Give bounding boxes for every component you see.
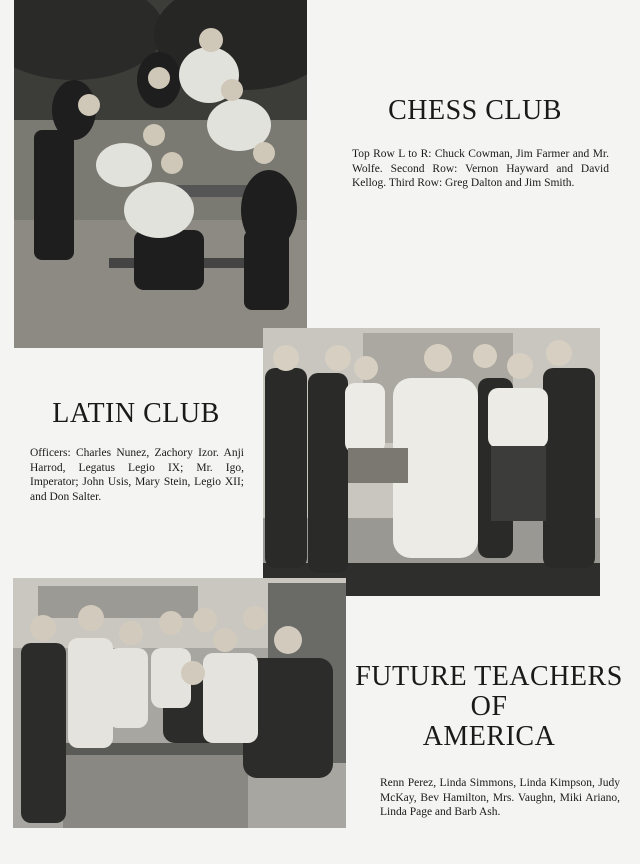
future-teachers-caption: Renn Perez, Linda Simmons, Linda Kimpson, Judy McKay, Bev Hamilton, Mrs. Vaughn, Miki Ariano, Linda Page and Barb Ash. (380, 777, 620, 818)
future-teachers-title-line3: AMERICA (422, 721, 556, 752)
future-teachers-title-line1: FUTURE TEACHERS (355, 661, 623, 692)
future-teachers-title-line2: OF (470, 691, 508, 722)
latin-club-caption: Officers: Charles Nunez, Zachory Izor. Anji Harrod, Legatus Legio IX; Mr. Igo, Imperator; John Usis, Mary Stein, Legio XII; and Don Salter. (30, 447, 244, 503)
latin-club-title: LATIN CLUB (52, 398, 220, 429)
chess-club-photo (14, 0, 307, 348)
future-teachers-title (345, 662, 633, 752)
latin-club-photo (263, 328, 600, 596)
chess-club-caption: Top Row L to R: Chuck Cowman, Jim Farmer and Mr. Wolfe. Second Row: Vernon Hayward and David Kellog. Third Row: Greg Dalton and Jim Smith. (352, 148, 609, 189)
future-teachers-photo (13, 578, 346, 828)
chess-club-title: CHESS CLUB (388, 95, 562, 126)
